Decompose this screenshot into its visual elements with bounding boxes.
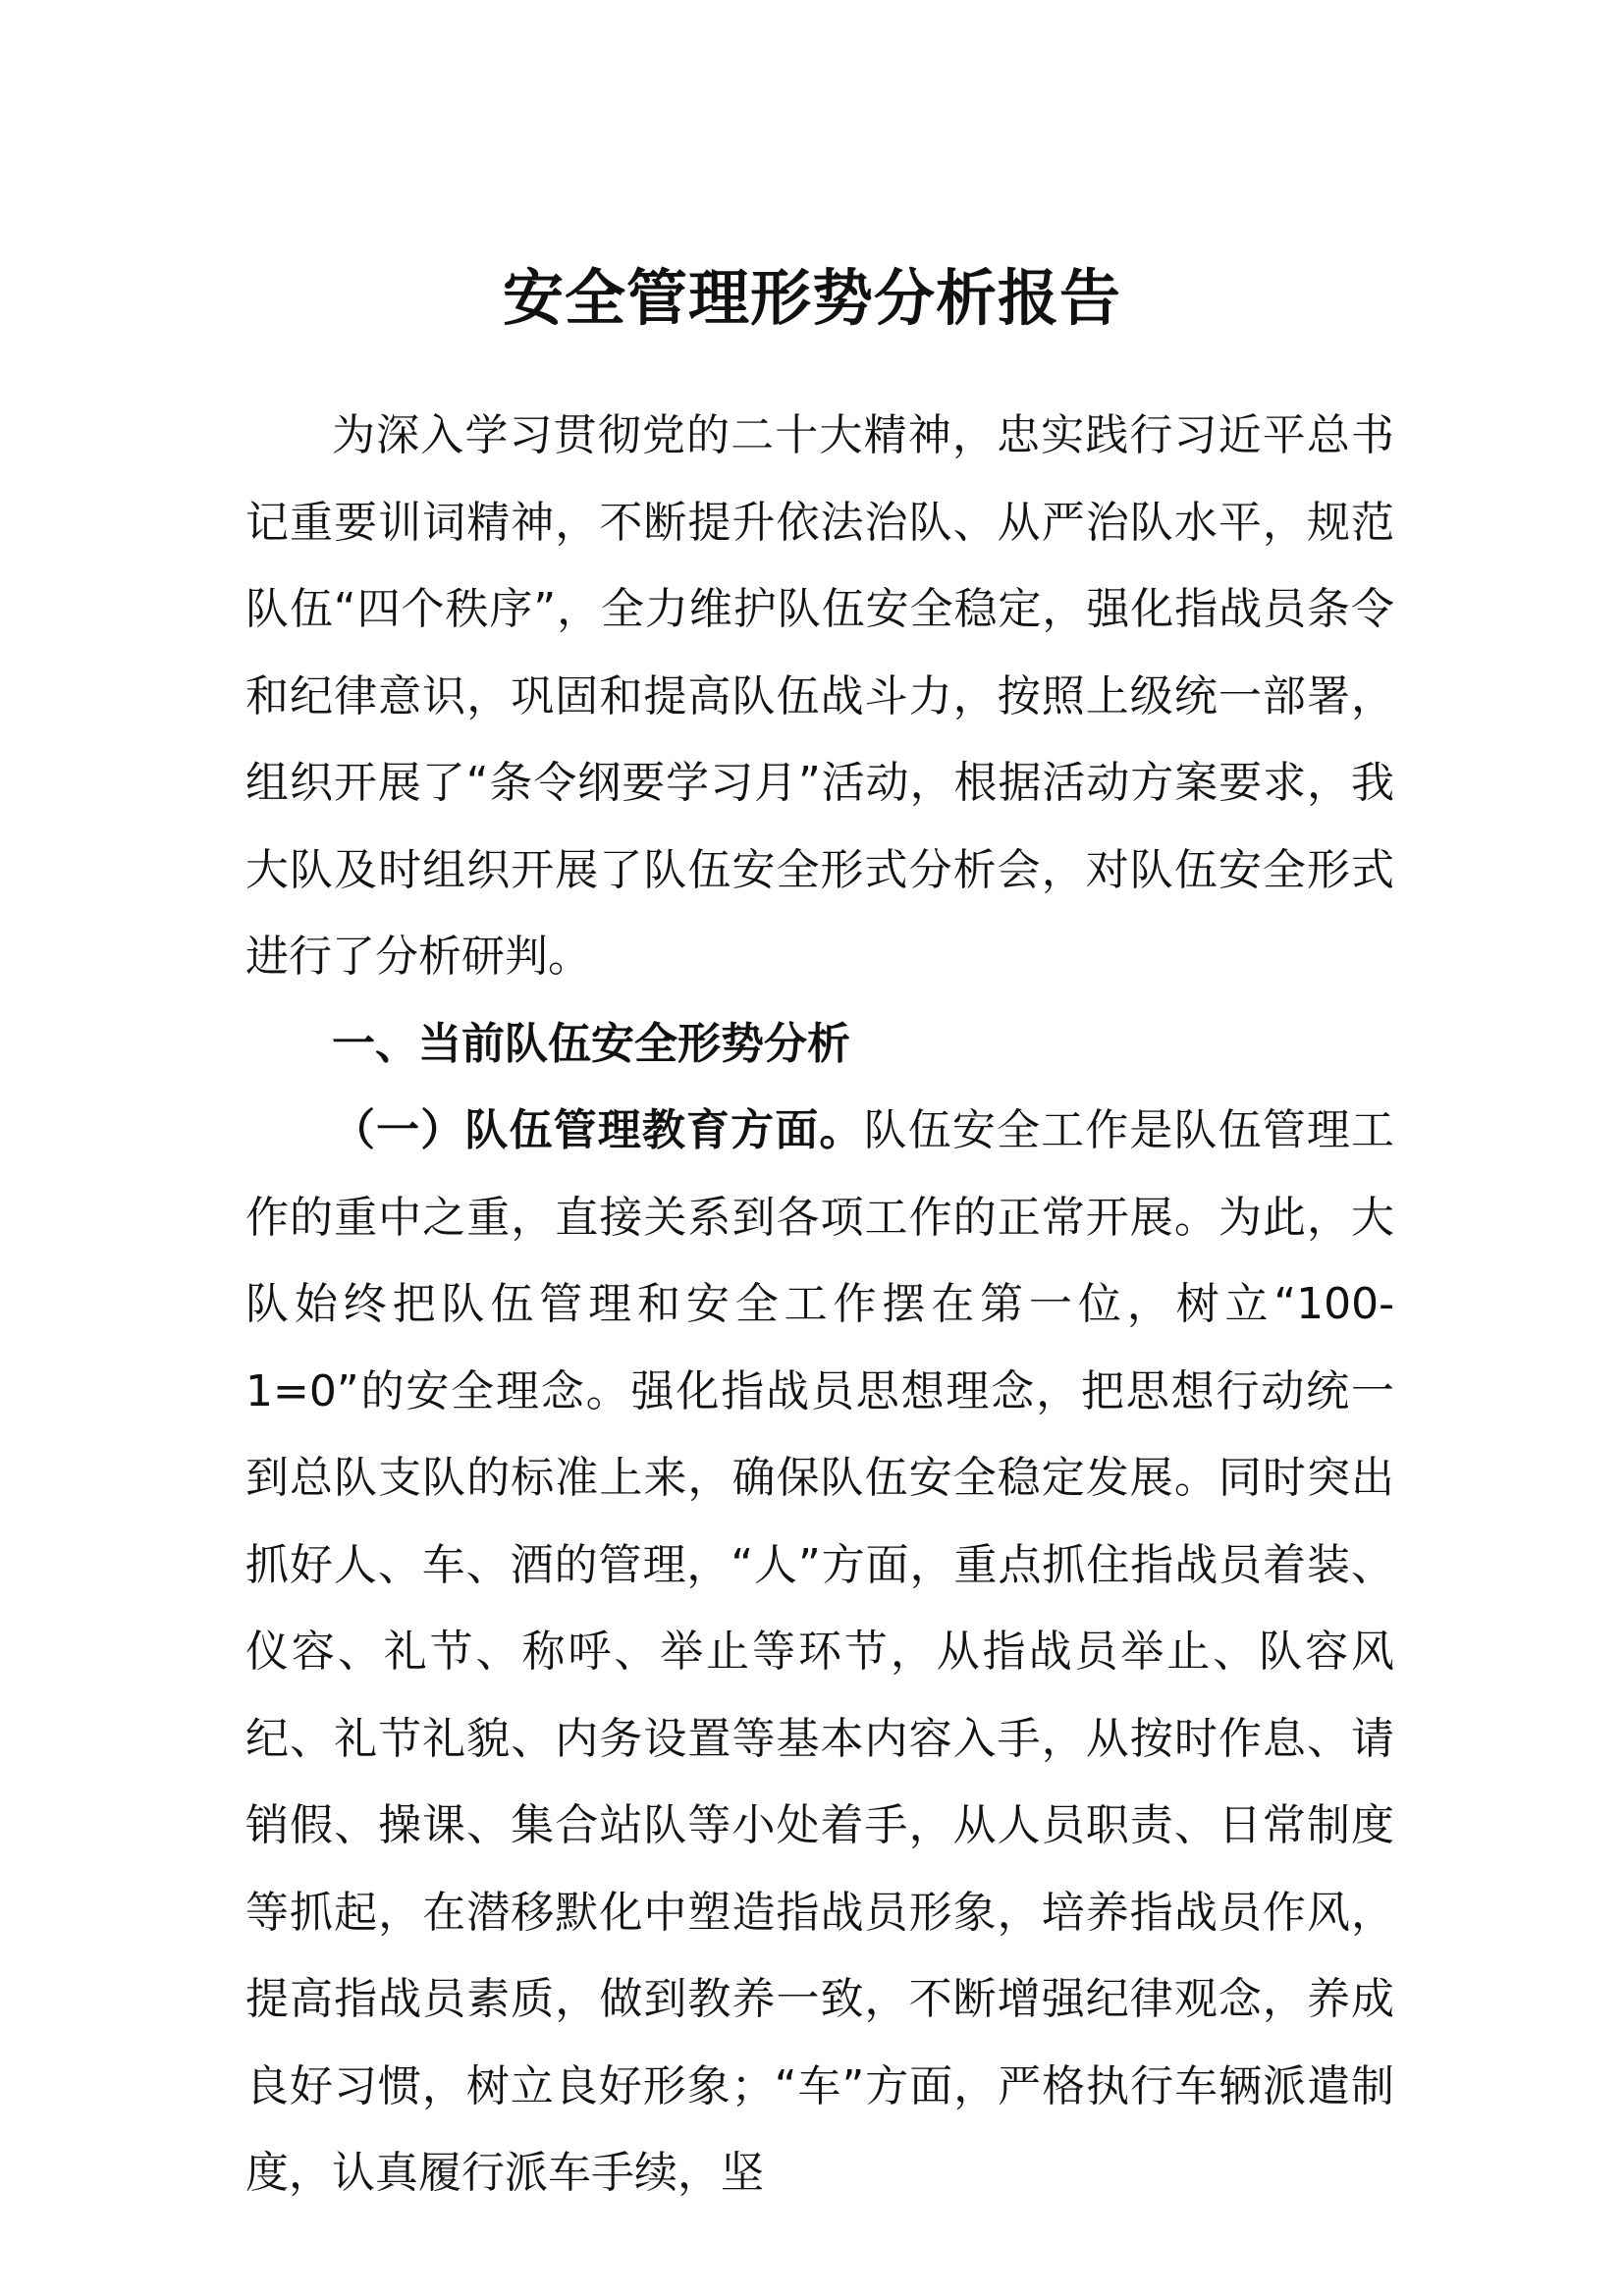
intro-paragraph: 为深入学习贯彻党的二十大精神，忠实践行习近平总书记重要训词精神，不断提升依法治队、从严治队水平，规范队伍“四个秩序”，全力维护队伍安全稳定，强化指战员条令和纪律意识，巩固和提高队伍战斗力，按照上级统一部署，组织开展了“条令纲要学习月”活动，根据活动方案要求，我大队及时组织开展了队伍安全形式分析会，对队伍安全形式进行了分析研判。 [245,410,1394,982]
subsection-lead: （一）队伍管理教育方面。 [332,1105,864,1155]
document-title: 安全管理形势分析报告 [502,261,1121,334]
subsection-body: 队伍安全工作是队伍管理工作的重中之重，直接关系到各项工作的正常开展。为此，大队始终把队伍管理和安全工作摆在第一位，树立“100-1=0”的安全理念。强化指战员思想理念，把思想行动统一到总队支队的标准上来，确保队伍安全稳定发展。同时突出抓好人、车、酒的管理，“人”方面，重点抓住指战员着装、仪容、礼节、称呼、举止等环节，从指战员举止、队容风纪、礼节礼貌、内务设置等基本内容入手，从按时作息、请销假、操课、集合站队等小处着手，从人员职责、日常制度等抓起，在潜移默化中塑造指战员形象，培养指战员作风，提高指战员素质，做到教养一致，不断增强纪律观念，养成良好习惯，树立良好形象；“车”方面，严格执行车辆派遣制度，认真履行派车手续，坚 [245,1105,1395,2198]
section-heading: 一、当前队伍安全形势分析 [332,1018,850,1069]
subsection-paragraph [245,1088,1394,2217]
document-body [245,393,1394,2217]
